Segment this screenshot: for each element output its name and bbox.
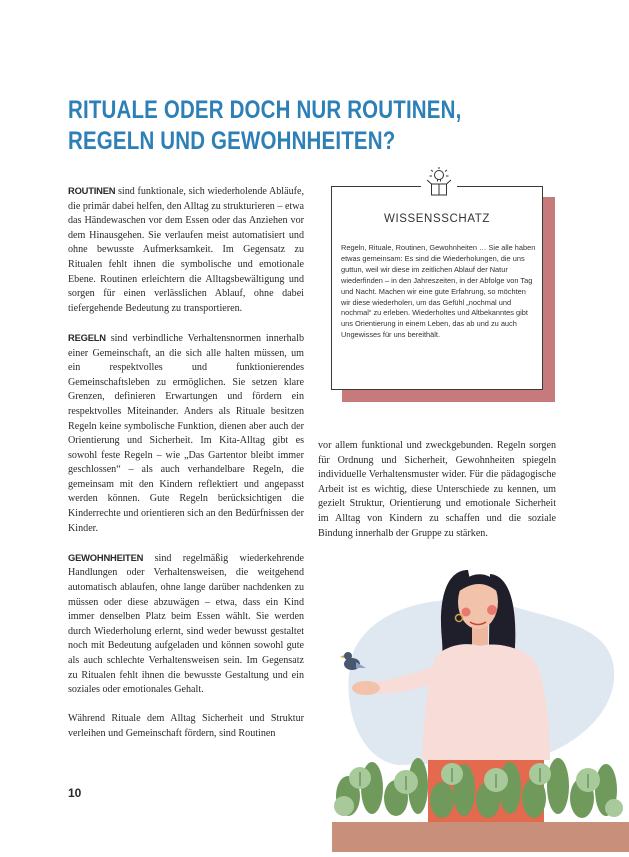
- right-text-column: vor allem funktional und zweckgebunden. Regeln sorgen für Ordnung und Sicherheit, Gewohnheiten spiegeln individuelle Verhaltensmuster wider. Für die pädagogische Arbeit ist es wichtig, diese Unterschiede zu kennen, um gezielt Struktur, Orientierung und emotionale Sicherheit im Alltag von Kindern zu schaffen und die soziale Bindung innerhalb der Gruppe zu stärken.: [318, 440, 556, 539]
- treasure-box-lightbulb-icon: [421, 166, 457, 198]
- left-text-column: [68, 184, 304, 742]
- gewohnheiten-text: sind regelmäßig wiederkehrende Handlungen oder Verhaltensweisen, die weitgehend automatisch ablaufen, ohne lange darüber nachdenken zu müssen oder diese abzuwägen – etwa, dass ein Kind immer denselben Platz beim Essen wählt. Sie werden durch Wiederholung erlernt, sind weder bewusst gestaltet noch mit Bedeutung aufgeladen und können sowohl gute als auch schlechte Verhaltensweisen sein. Im Gegensatz zu Ritualen fehlt ihnen die bewusste Gestaltung und ein soziales oder emotionales Gehalt.: [68, 552, 304, 696]
- paragraph-routinen: [68, 184, 304, 316]
- info-box-title: WISSENSSCHATZ: [384, 213, 490, 225]
- title-line-2: REGELN UND GEWOHNHEITEN?: [68, 127, 396, 155]
- routinen-text: sind funktionale, sich wiederholende Abläufe, die primär dabei helfen, den Alltag zu strukturieren – etwa das Händewaschen vor dem Essen oder das Anziehen vor dem Hinausgehen. Sie verlaufen meist automatisiert und ohne bewusste Aufmerksamkeit. Im Gegensatz zu Ritualen fehlt ihnen die symbolische und emotionale Ebene. Routinen erleichtern die Alltagsbewältigung und sorgen für einen verlässlichen Ablauf, ohne dabei tiefergehende Bedeutung zu transportieren.: [68, 186, 304, 314]
- page-number: 10: [68, 786, 82, 800]
- paragraph-summary: Während Rituale dem Alltag Sicherheit und Struktur verleihen und Gemeinschaft fördern, sind Routinen: [68, 713, 304, 739]
- paragraph-gewohnheiten: [68, 551, 304, 698]
- page-title: [68, 95, 494, 157]
- keyword-regeln: REGELN: [68, 331, 106, 343]
- info-box-text: Regeln, Rituale, Routinen, Gewohnheiten … Sie alle haben etwas gemeinsam: Es sind die Wiederholungen, die uns guttun, weil wir diese im zeitlichen Ablauf der Natur wiederfinden – in den Jahreszeiten, in der Abfolge von Tag und Nacht. Machen wir eine gute Erfahrung, so möchten wir diese wiederholen, um das Gefühl „nochmal und nochmal“ zu erleben. Wiederholtes und Altbekanntes gibt uns Orientierung in einem Leben, das ab und zu auch Ungewisses für uns bereithält.: [341, 243, 536, 340]
- regeln-text: sind verbindliche Verhaltensnormen innerhalb einer Gemeinschaft, an die sich alle halten müssen, um ein respektvolles und funktionierendes Gemeinschaftsleben zu ermöglichen. Sie setzen klare Grenzen, definieren Erwartungen und fördern ein respektvolles Miteinander. Anders als Rituale besitzen Regeln keine symbolische Funktion, dienen aber auch der Orientierung und Sicherheit. Im Kita-Alltag gibt es sowohl feste Regeln – wie „Das Gartentor bleibt immer geschlossen“ – als auch verhandelbare Regeln, die gemeinsam mit den Kindern reflektiert und angepasst werden können. Gute Regeln berücksichtigen die Kinderrechte und orientieren sich an den Bedürfnissen der Kinder.: [68, 332, 304, 534]
- paragraph-regeln: [68, 331, 304, 536]
- woman-with-bird-illustration: [318, 560, 629, 852]
- title-line-1: RITUALE ODER DOCH NUR ROUTINEN,: [68, 96, 462, 124]
- keyword-gewohnheiten: GEWOHNHEITEN: [68, 551, 144, 563]
- keyword-routinen: ROUTINEN: [68, 185, 116, 196]
